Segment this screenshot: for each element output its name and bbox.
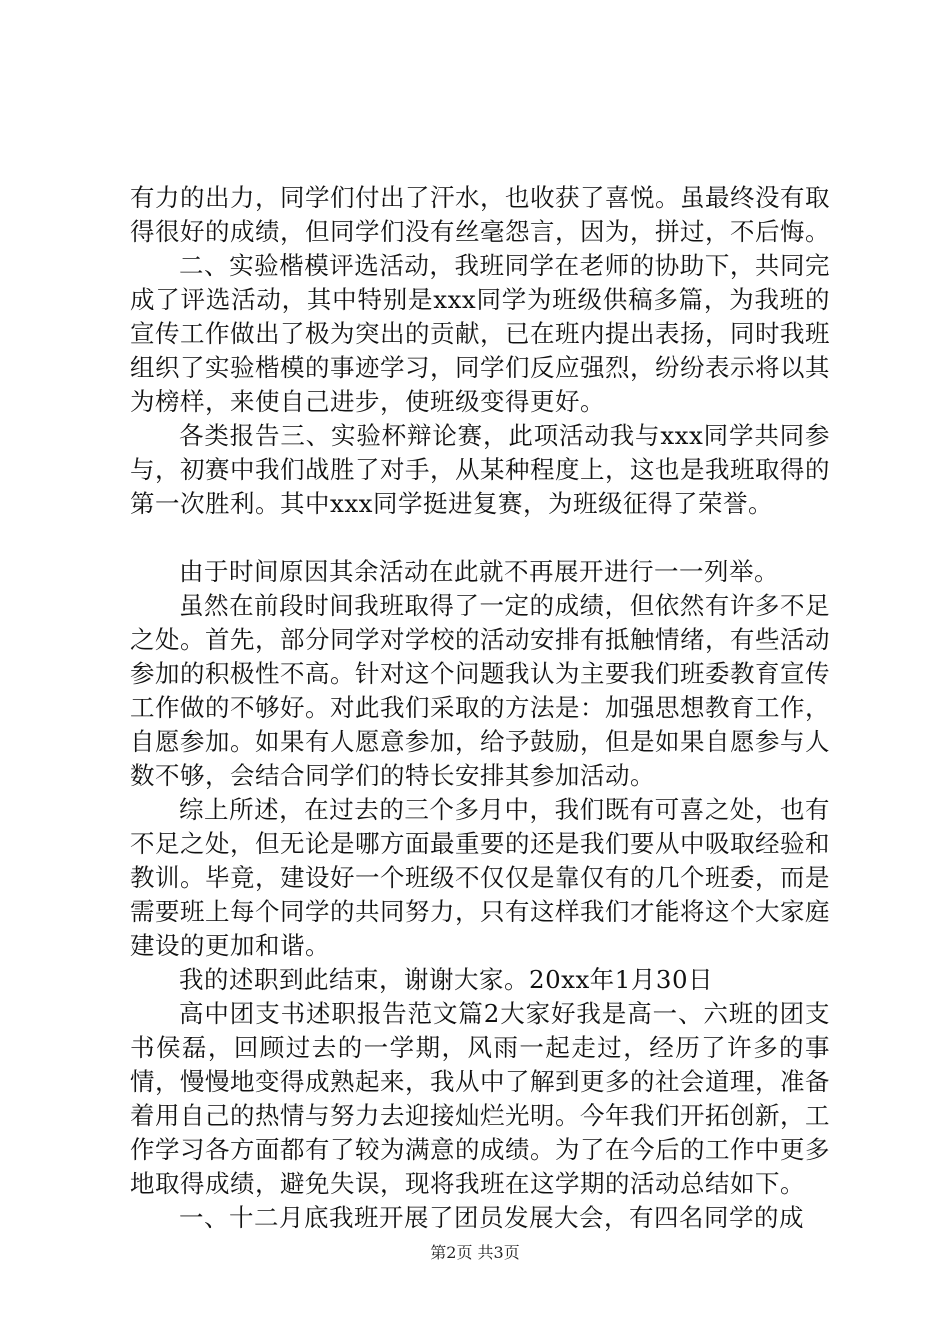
paragraph-report-two-intro: 高中团支书述职报告范文篇2大家好我是高一、六班的团支书侯磊，回顾过去的一学期，风雨一起走过，经历了许多的事情，慢慢地变得成熟起来，我从中了解到更多的社会道理，准备着用自己的热情与努力去迎接灿烂光明。今年我们开拓创新，工作学习各方面都有了较为满意的成绩。为了在今后的工作中更多地取得成绩，避免失误，现将我班在这学期的活动总结如下。 [130,999,830,1198]
paragraph-summary: 综上所述，在过去的三个多月中，我们既有可喜之处，也有不足之处，但无论是哪方面最重要的还是我们要从中吸取经验和教训。毕竟，建设好一个班级不仅仅是靠仅有的几个班委，而是需要班上每个同学的共同努力，只有这样我们才能将这个大家庭建设的更加和谐。 [130,795,830,960]
page-footer: 第2页 共3页 [430,1243,520,1262]
paragraph-other-activities: 由于时间原因其余活动在此就不再展开进行一一列举。 [179,557,779,586]
paragraph-december-meeting: 一、十二月底我班开展了团员发展大会，有四名同学的成 [179,1203,804,1232]
paragraph-shortcomings: 虽然在前段时间我班取得了一定的成绩，但依然有许多不足之处。首先，部分同学对学校的活动安排有抵触情绪，有些活动参加的积极性不高。针对这个问题我认为主要我们班委教育宣传工作做的不够好。对此我们采取的方法是：加强思想教育工作，自愿参加。如果有人愿意参加，给予鼓励，但是如果自愿参与人数不够，会结合同学们的特长安排其参加活动。 [130,591,830,790]
paragraph-debate-contest: 各类报告三、实验杯辩论赛，此项活动我与xxx同学共同参与，初赛中我们战胜了对手，从某种程度上，这也是我班取得的第一次胜利。其中xxx同学挺进复赛，为班级征得了荣誉。 [130,421,830,518]
paragraph-continuation: 有力的出力，同学们付出了汗水，也收获了喜悦。虽最终没有取得很好的成绩，但同学们没有丝毫怨言，因为，拼过，不后悔。 [130,183,830,246]
paragraph-closing-date: 我的述职到此结束，谢谢大家。20xx年1月30日 [179,965,714,994]
document-body [130,181,830,1235]
paragraph-model-selection: 二、实验楷模评选活动，我班同学在老师的协助下，共同完成了评选活动，其中特别是xxx同学为班级供稿多篇，为我班的宣传工作做出了极为突出的贡献，已在班内提出表扬，同时我班组织了实验楷模的事迹学习，同学们反应强烈，纷纷表示将以其为榜样，来使自己进步，使班级变得更好。 [130,251,830,416]
